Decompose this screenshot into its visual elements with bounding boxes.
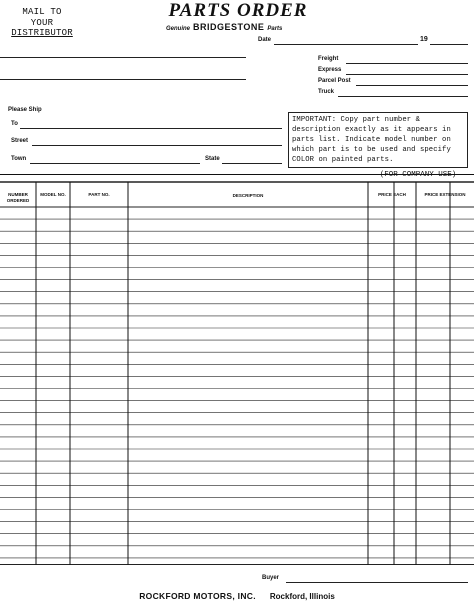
state-label: State <box>205 156 220 162</box>
col-part-no: PART NO. <box>88 192 110 197</box>
form-title: PARTS ORDER <box>168 0 308 21</box>
express-field[interactable] <box>346 74 468 75</box>
town-field[interactable] <box>30 163 200 164</box>
buyer-field[interactable] <box>286 582 468 583</box>
truck-label: Truck <box>318 89 335 95</box>
distributor-line-1[interactable] <box>0 57 246 58</box>
mail-to-line2: YOUR <box>30 17 54 28</box>
important-note: IMPORTANT: Copy part number & description exactly as it appears in parts list. Indicate model number on which part is to be used and specify COLOR on painted parts. <box>288 112 468 168</box>
mail-to-line3: DISTRIBUTOR <box>11 28 73 38</box>
company-location: Rockford, Illinois <box>269 592 335 601</box>
date-year-prefix: 19 <box>420 36 428 43</box>
to-label: To <box>11 121 18 127</box>
parts-label: Parts <box>267 26 283 32</box>
mail-to-line1: MAIL TO <box>22 7 62 17</box>
express-label: Express <box>318 67 342 73</box>
col-price-extension: PRICE EXTENSION <box>424 192 466 197</box>
ship-to-field[interactable] <box>20 128 282 129</box>
date-label: Date <box>258 37 272 43</box>
col-model-no: MODEL NO. <box>40 192 66 197</box>
mail-to-block <box>6 7 78 39</box>
form-subtitle <box>166 22 282 32</box>
street-label: Street <box>11 138 29 144</box>
company-name: ROCKFORD MOTORS, INC. <box>139 591 256 601</box>
genuine-label: Genuine <box>166 26 191 32</box>
col-description: DESCRIPTION <box>232 193 264 198</box>
freight-label: Freight <box>318 56 339 62</box>
parcel-post-label: Parcel Post <box>318 78 351 84</box>
buyer-label: Buyer <box>262 575 280 581</box>
state-field[interactable] <box>222 163 282 164</box>
parcel-post-field[interactable] <box>356 85 468 86</box>
street-field[interactable] <box>32 145 282 146</box>
brand-label: BRIDGESTONE <box>193 22 265 32</box>
distributor-line-2[interactable] <box>0 79 246 80</box>
order-table <box>0 181 474 565</box>
date-year-field[interactable] <box>430 44 468 45</box>
col-price-each: PRICE EACH <box>378 192 406 197</box>
town-label: Town <box>11 156 27 162</box>
date-field[interactable] <box>274 44 418 45</box>
freight-field[interactable] <box>346 63 468 64</box>
col-number-ordered: NUMBER ORDERED <box>6 192 30 203</box>
company-use-label: (FOR COMPANY USE) <box>379 171 457 179</box>
footer <box>0 591 474 601</box>
please-ship-label: Please Ship <box>8 107 42 113</box>
truck-field[interactable] <box>338 96 468 97</box>
